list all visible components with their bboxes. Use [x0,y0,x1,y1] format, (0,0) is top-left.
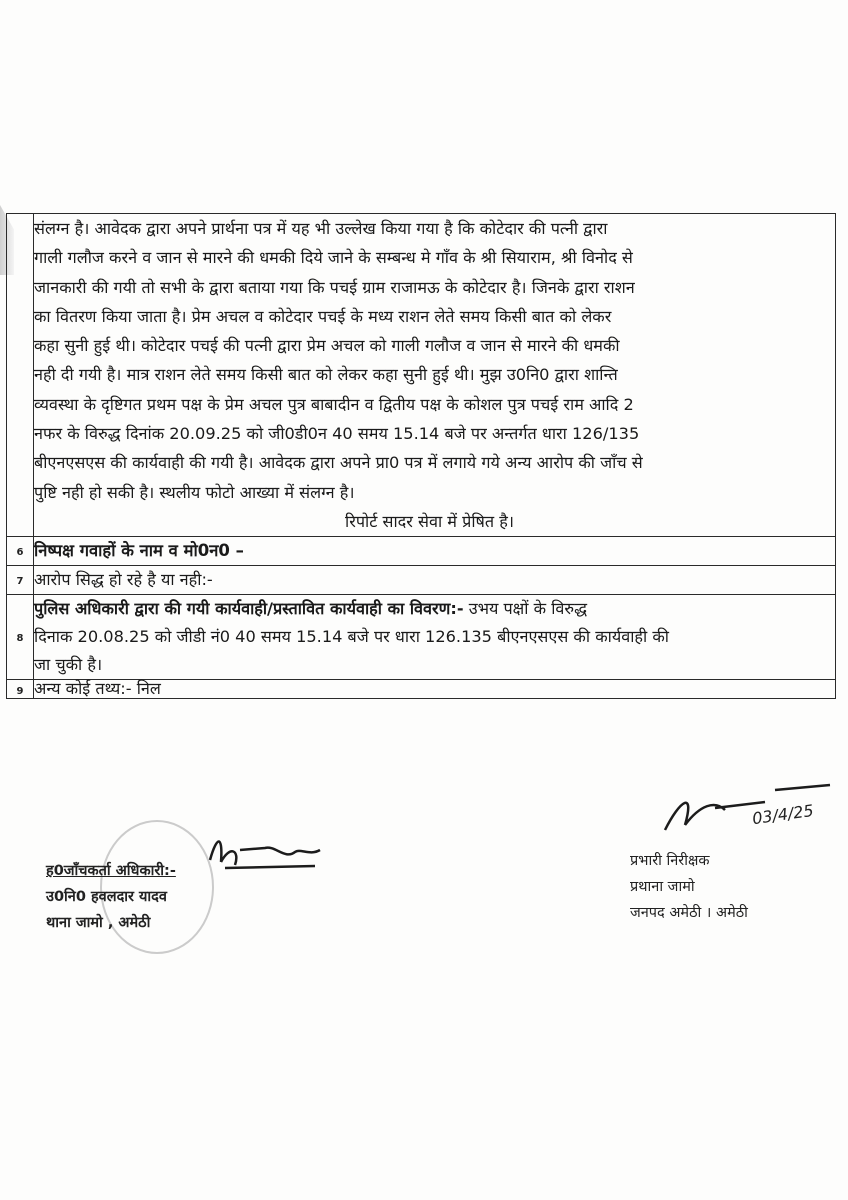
paragraph-line: व्यवस्था के दृष्टिगत प्रथम पक्ष के प्रेम अचल पुत्र बाबादीन व द्वितीय पक्ष के कोशल पुत्र पचई राम आदि 2 [34,394,634,414]
action-line: दिनाक 20.08.25 को जीडी नं0 40 समय 15.14 बजे पर धारा 126.135 बीएनएसएस की कार्यवाही की [34,626,669,646]
investigator-label: ह0जाँचकर्ता अधिकारी:- [46,863,176,879]
table-row [7,594,836,679]
table-row [7,536,836,565]
row-number-cell [7,536,34,565]
investigator-name: उ0नि0 हवलदार यादव [46,889,167,905]
paragraph-line: जानकारी की गयी तो सभी के द्वारा बताया गया कि पचई ग्राम राजामऊ के कोटेदार है। जिनके द्वारा राशन [34,277,635,297]
allegation-label: आरोप सिद्ध हो रहे है या नही:- [34,569,213,589]
officer-district: जनपद अमेठी । अमेठी [630,905,748,921]
row-number: 7 [16,575,24,587]
paragraph-line: नफर के विरुद्ध दिनांक 20.09.25 को जी0डी0न 40 समय 15.14 बजे पर अन्तर्गत धारा 126/135 [34,424,640,444]
paragraph-line: का वितरण किया जाता है। प्रेम अचल व कोटेदार पचई के मध्य राशन लेते समय किसी बात को लेकर [34,306,612,326]
row-number-cell [7,565,34,594]
witness-row [34,536,836,565]
officer-block [630,848,748,926]
row-number: 8 [16,632,24,644]
row-number: 6 [16,546,24,558]
action-title: पुलिस अधिकारी द्वारा की गयी कार्यवाही/प्रस्तावित कार्यवाही का विवरण:- [34,598,464,618]
investigator-block [46,858,176,936]
action-line [34,595,835,623]
other-facts-row [34,679,836,698]
row-number-cell [7,679,34,698]
signature-date: 03/4/25 [750,800,815,829]
paragraph-line: संलग्न है। आवेदक द्वारा अपने प्रार्थना पत्र में यह भी उल्लेख किया गया है कि कोटेदार की पत्नी द्वारा [34,219,608,238]
table-row [7,679,836,698]
paragraph-line: कहा सुनी हुई थी। कोटेदार पचई की पत्नी द्वारा प्रेम अचल को गाली गलौज व जान से मारने की धमकी [34,336,620,356]
paragraph-line: नही दी गयी है। मात्र राशन लेते समय किसी बात को लेकर कहा सुनी हुई थी। मुझ उ0नि0 द्वारा शान्ति [34,365,618,385]
action-row [34,594,836,679]
paragraph-line: गाली गलौज करने व जान से मारने की धमकी दिये जाने के सम्बन्ध मे गाँव के श्री सियाराम, श्री विनोद से [34,248,633,268]
witness-label: निष्पक्ष गवाहों के नाम व मो0न0 – [34,540,244,560]
officer-designation: प्रभारी निरीक्षक [630,853,710,869]
report-paragraph [34,214,836,537]
row-number-cell [7,214,34,537]
table-row [7,214,836,537]
report-closing: रिपोर्ट सादर सेवा में प्रेषित है। [345,511,514,531]
paragraph-line: पुष्टि नही हो सकी है। स्थलीय फोटो आख्या में संलग्न है। [34,482,355,502]
row-number-cell [7,594,34,679]
table-row [7,565,836,594]
other-facts-label: अन्य कोई तथ्य:- निल [34,678,161,698]
report-table [6,213,836,699]
paragraph-line: बीएनएसएस की कार्यवाही की गयी है। आवेदक द्वारा अपने प्रा0 पत्र में लगाये गये अन्य आरोप की जाँच से [34,453,643,473]
action-line: जा चुकी है। [34,654,103,674]
action-title-rest: उभय पक्षों के विरुद्ध [463,598,588,618]
row-number: 9 [16,685,24,697]
investigator-signature [205,830,325,875]
investigator-station: थाना जामो , अमेठी [46,915,151,931]
allegation-row [34,565,836,594]
officer-station: प्रथाना जामो [630,879,695,895]
